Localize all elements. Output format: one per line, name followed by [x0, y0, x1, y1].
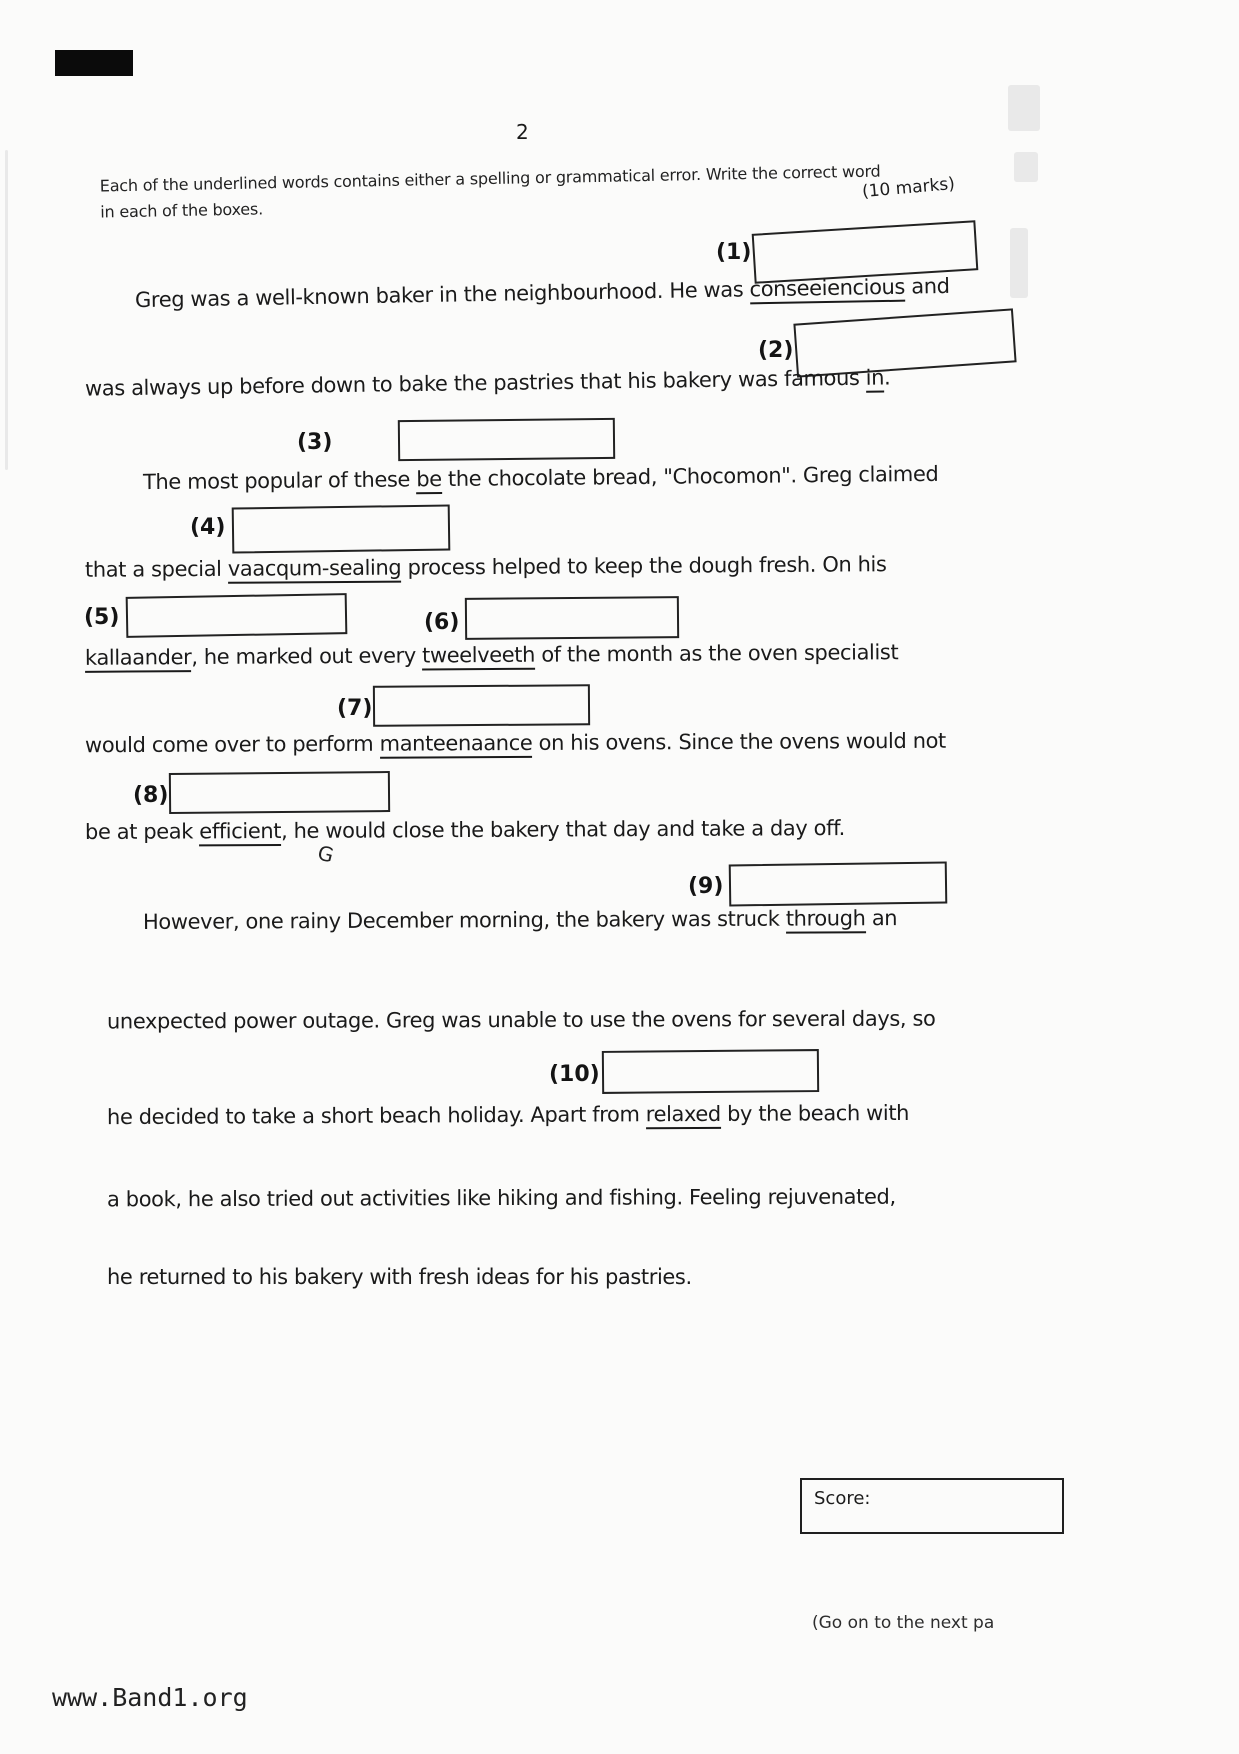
- underlined-word-in: in: [866, 365, 885, 392]
- answer-box-9[interactable]: [729, 861, 948, 906]
- answer-label-10: (10): [549, 1062, 600, 1087]
- line-text: , he marked out every: [191, 643, 423, 670]
- line-text: he decided to take a short beach holiday. Apart from: [106, 1102, 646, 1130]
- line-text: he returned to his bakery with fresh ideas for his pastries.: [107, 1265, 692, 1289]
- underlined-word-vaacqum-sealing: vaacqum-sealing: [228, 556, 402, 584]
- underlined-word-conseeiencious: conseeiencious: [749, 275, 905, 305]
- line-text: on his ovens. Since the ovens would not: [532, 728, 946, 755]
- answer-box-8[interactable]: [169, 771, 390, 814]
- passage-line-9: [107, 1007, 936, 1034]
- answer-label-9: (9): [688, 874, 724, 899]
- passage-line-5: [85, 640, 898, 670]
- underlined-word-manteenaance: manteenaance: [380, 731, 533, 759]
- marks-label: (10 marks): [861, 173, 956, 203]
- underlined-word-efficient: efficient: [199, 819, 281, 846]
- underlined-word-be: be: [416, 467, 442, 494]
- answer-box-4[interactable]: [232, 504, 451, 553]
- passage-line-3: [143, 462, 939, 494]
- answer-label-7: (7): [337, 696, 373, 721]
- scan-artifact: [5, 150, 8, 470]
- line-text: However, one rainy December morning, the bakery was struck: [142, 906, 786, 934]
- answer-box-7[interactable]: [373, 684, 590, 727]
- line-text: process helped to keep the dough fresh. On his: [401, 552, 887, 580]
- instructions-line-1: Each of the underlined words contains either a spelling or grammatical error. Write the correct word: [99, 161, 881, 196]
- line-text: .: [883, 365, 891, 390]
- passage-line-11: [107, 1185, 896, 1212]
- answer-box-5[interactable]: [126, 593, 348, 638]
- line-text: the chocolate bread, "Chocomon". Greg claimed: [441, 461, 939, 492]
- scan-artifact: [1008, 85, 1040, 131]
- next-page-note: (Go on to the next pa: [812, 1613, 995, 1633]
- passage-line-8: [143, 906, 897, 934]
- score-box[interactable]: [800, 1478, 1064, 1534]
- answer-box-3[interactable]: [398, 418, 615, 461]
- underlined-word-tweelveeth: tweelveeth: [422, 643, 535, 671]
- line-text: would come over to perform: [84, 731, 380, 758]
- answer-label-3: (3): [297, 430, 333, 455]
- line-text: and: [904, 273, 950, 299]
- line-text: The most popular of these: [142, 467, 417, 495]
- line-text: be at peak: [84, 819, 200, 844]
- answer-box-10[interactable]: [602, 1049, 819, 1094]
- passage-line-2: [85, 365, 891, 400]
- line-text: Greg was a well-known baker in the neighbourhood. He was: [134, 277, 750, 313]
- answer-label-2: (2): [758, 338, 794, 363]
- line-text: , he would close the bakery that day and take a day off.: [281, 816, 845, 843]
- answer-box-6[interactable]: [465, 596, 679, 640]
- stray-pen-mark: G: [315, 840, 337, 868]
- instructions: [100, 159, 882, 226]
- passage-line-7: [85, 816, 845, 844]
- passage-line-4: [85, 552, 887, 582]
- footer-url: www.Band1.org: [52, 1683, 248, 1712]
- line-text: by the beach with: [720, 1100, 910, 1126]
- scan-artifact: [1014, 152, 1038, 182]
- page-number: 2: [516, 120, 529, 144]
- line-text: that a special: [84, 556, 228, 582]
- answer-label-8: (8): [133, 783, 169, 808]
- passage-line-12: [107, 1265, 692, 1289]
- answer-label-6: (6): [424, 610, 460, 635]
- answer-label-4: (4): [190, 515, 226, 540]
- passage-line-6: [85, 729, 946, 758]
- answer-label-1: (1): [716, 240, 752, 265]
- answer-label-5: (5): [84, 605, 120, 630]
- underlined-word-kallaander: kallaander: [85, 645, 191, 673]
- passage-line-10: [107, 1101, 909, 1129]
- passage-line-1: [135, 274, 950, 312]
- line-text: was always up before down to bake the pastries that his bakery was famous: [84, 365, 866, 401]
- underlined-word-through: through: [786, 906, 866, 933]
- underlined-word-relaxed: relaxed: [646, 1102, 721, 1129]
- line-text: unexpected power outage. Greg was unable to use the ovens for several days, so: [106, 1006, 936, 1034]
- line-text: a book, he also tried out activities like hiking and fishing. Feeling rejuvenated,: [106, 1184, 896, 1212]
- line-text: an: [865, 906, 898, 931]
- scan-artifact: [1010, 228, 1028, 298]
- redacted-block: [55, 50, 133, 76]
- line-text: of the month as the oven specialist: [534, 640, 899, 667]
- instructions-line-2: in each of the boxes.: [100, 199, 264, 222]
- score-label: Score:: [814, 1488, 871, 1509]
